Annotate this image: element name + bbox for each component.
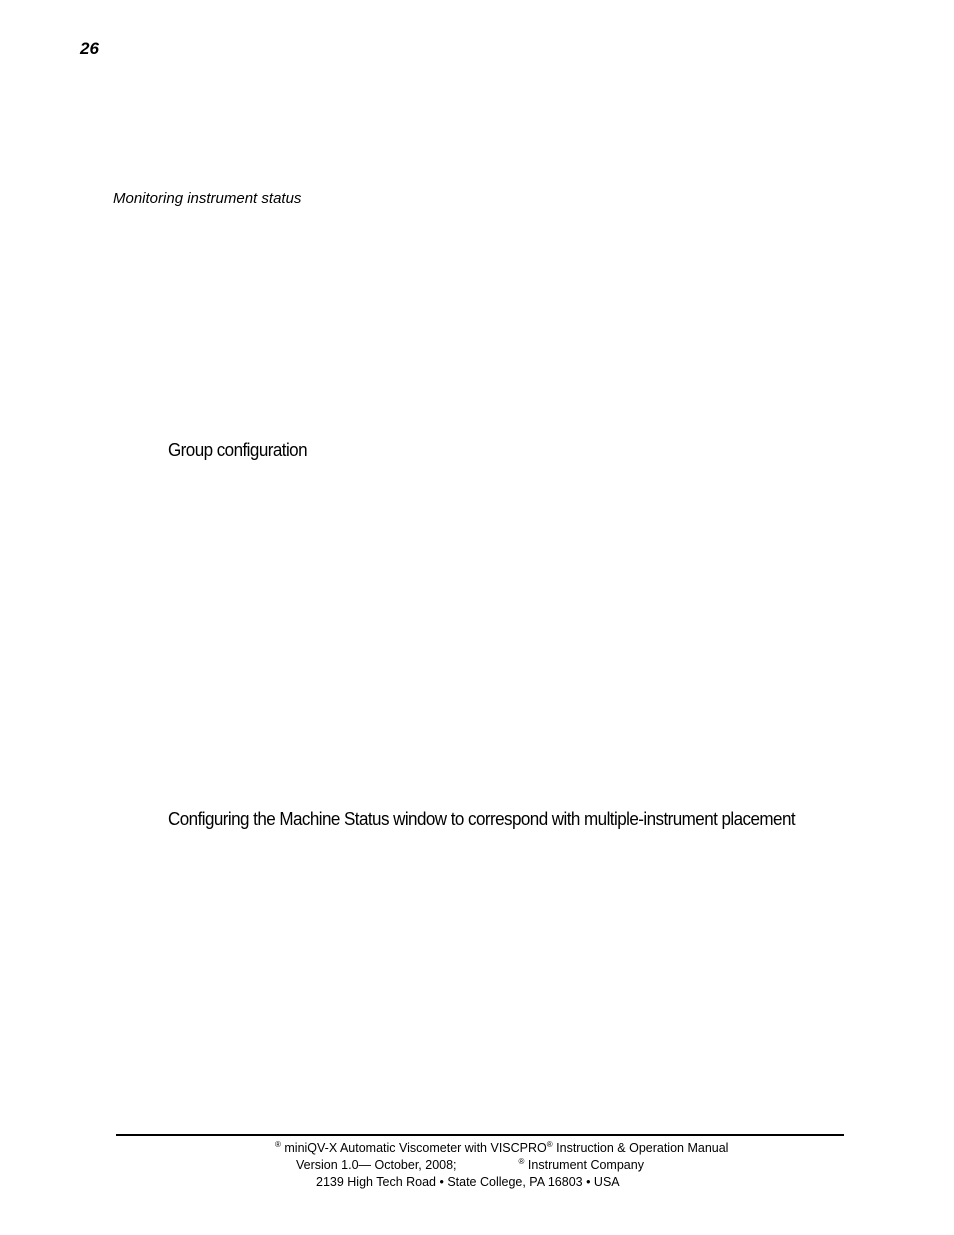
page-number: 26 [80,39,99,58]
section-label: Monitoring instrument status [113,190,302,207]
registered-mark: ® [275,1140,281,1149]
footer-manual-type: Instruction & Operation Manual [556,1141,729,1155]
footer-line-address [316,1174,620,1191]
footer-divider [116,1134,844,1136]
registered-mark: ® [518,1157,525,1166]
footer-version: Version 1.0— October, 2008; [296,1158,457,1172]
footer-manual-product: miniQV-X Automatic Viscometer with VISCPRO [284,1141,547,1155]
footer-line-manual-title [275,1140,728,1157]
heading-group-configuration: Group configuration [168,439,308,460]
footer-address: 2139 High Tech Road • State College, PA 16803 • USA [316,1175,620,1189]
registered-mark: ® [546,1140,553,1149]
footer-line-version [296,1157,644,1174]
footer-company: Instrument Company [527,1158,644,1172]
heading-configuring-machine-status: Configuring the Machine Status window to correspond with multiple-instrument placement [168,808,796,829]
